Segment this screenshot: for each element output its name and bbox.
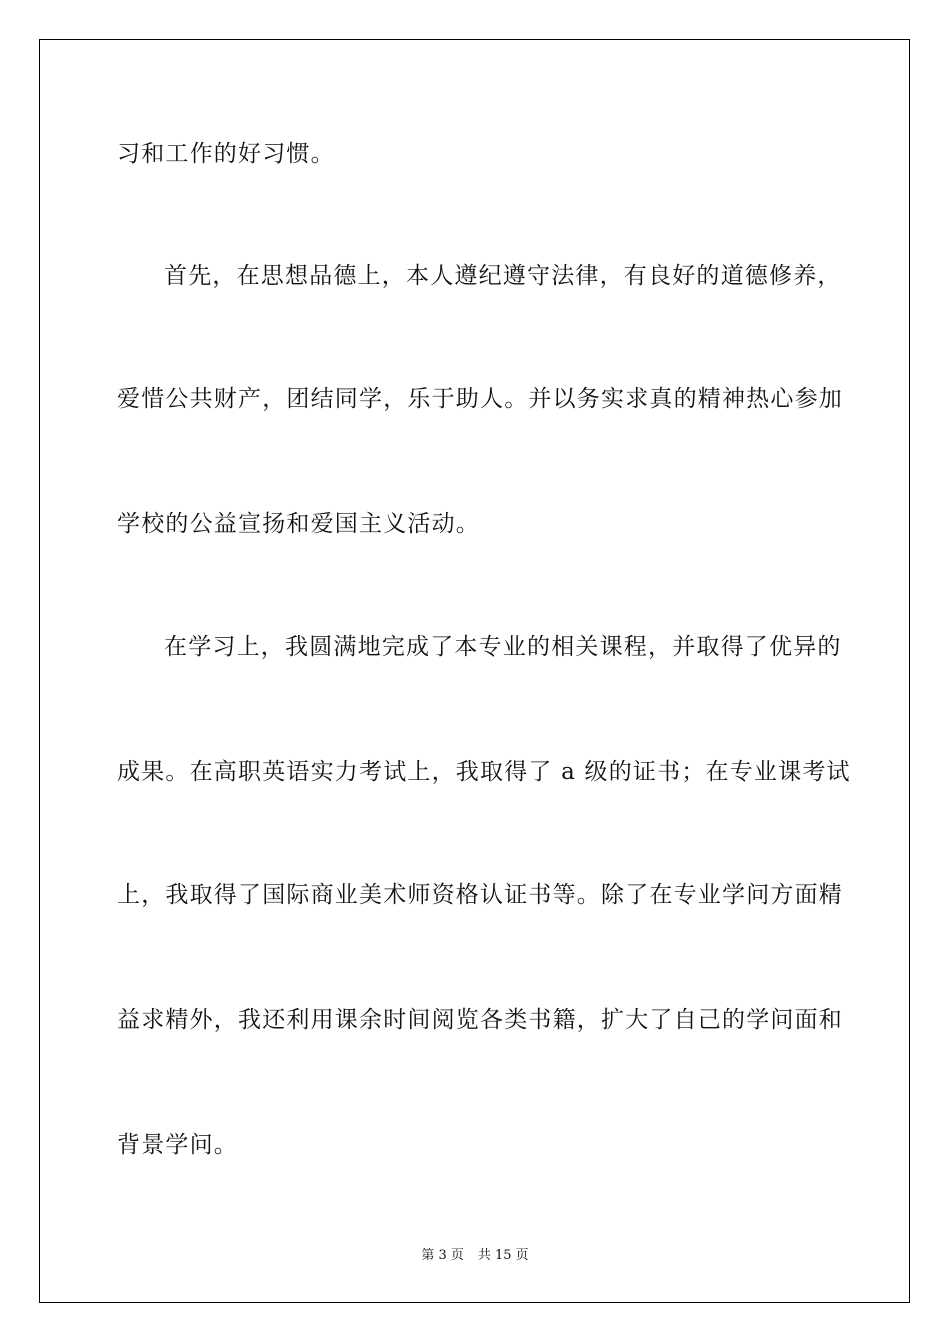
body-line-2: 首先，在思想品德上，本人遵纪遵守法律，有良好的道德修养， — [164, 263, 842, 289]
page-number: 第 3 页 — [421, 1248, 464, 1263]
body-line-1: 习和工作的好习惯。 — [117, 141, 335, 167]
body-line-9: 背景学问。 — [117, 1132, 238, 1158]
page-total: 共 15 页 — [477, 1248, 529, 1263]
body-line-7: 上，我取得了国际商业美术师资格认证书等。除了在专业学问方面精 — [117, 882, 843, 908]
body-line-8: 益求精外，我还利用课余时间阅览各类书籍，扩大了自己的学问面和 — [117, 1007, 843, 1033]
body-line-4: 学校的公益宣扬和爱国主义活动。 — [117, 511, 480, 537]
page-footer — [0, 1248, 950, 1264]
page-border — [39, 39, 910, 1303]
body-line-6: 成果。在高职英语实力考试上，我取得了 a 级的证书；在专业课考试 — [117, 759, 851, 785]
body-line-3: 爱惜公共财产，团结同学，乐于助人。并以务实求真的精神热心参加 — [117, 386, 843, 412]
body-line-5: 在学习上，我圆满地完成了本专业的相关课程，并取得了优异的 — [164, 634, 842, 660]
